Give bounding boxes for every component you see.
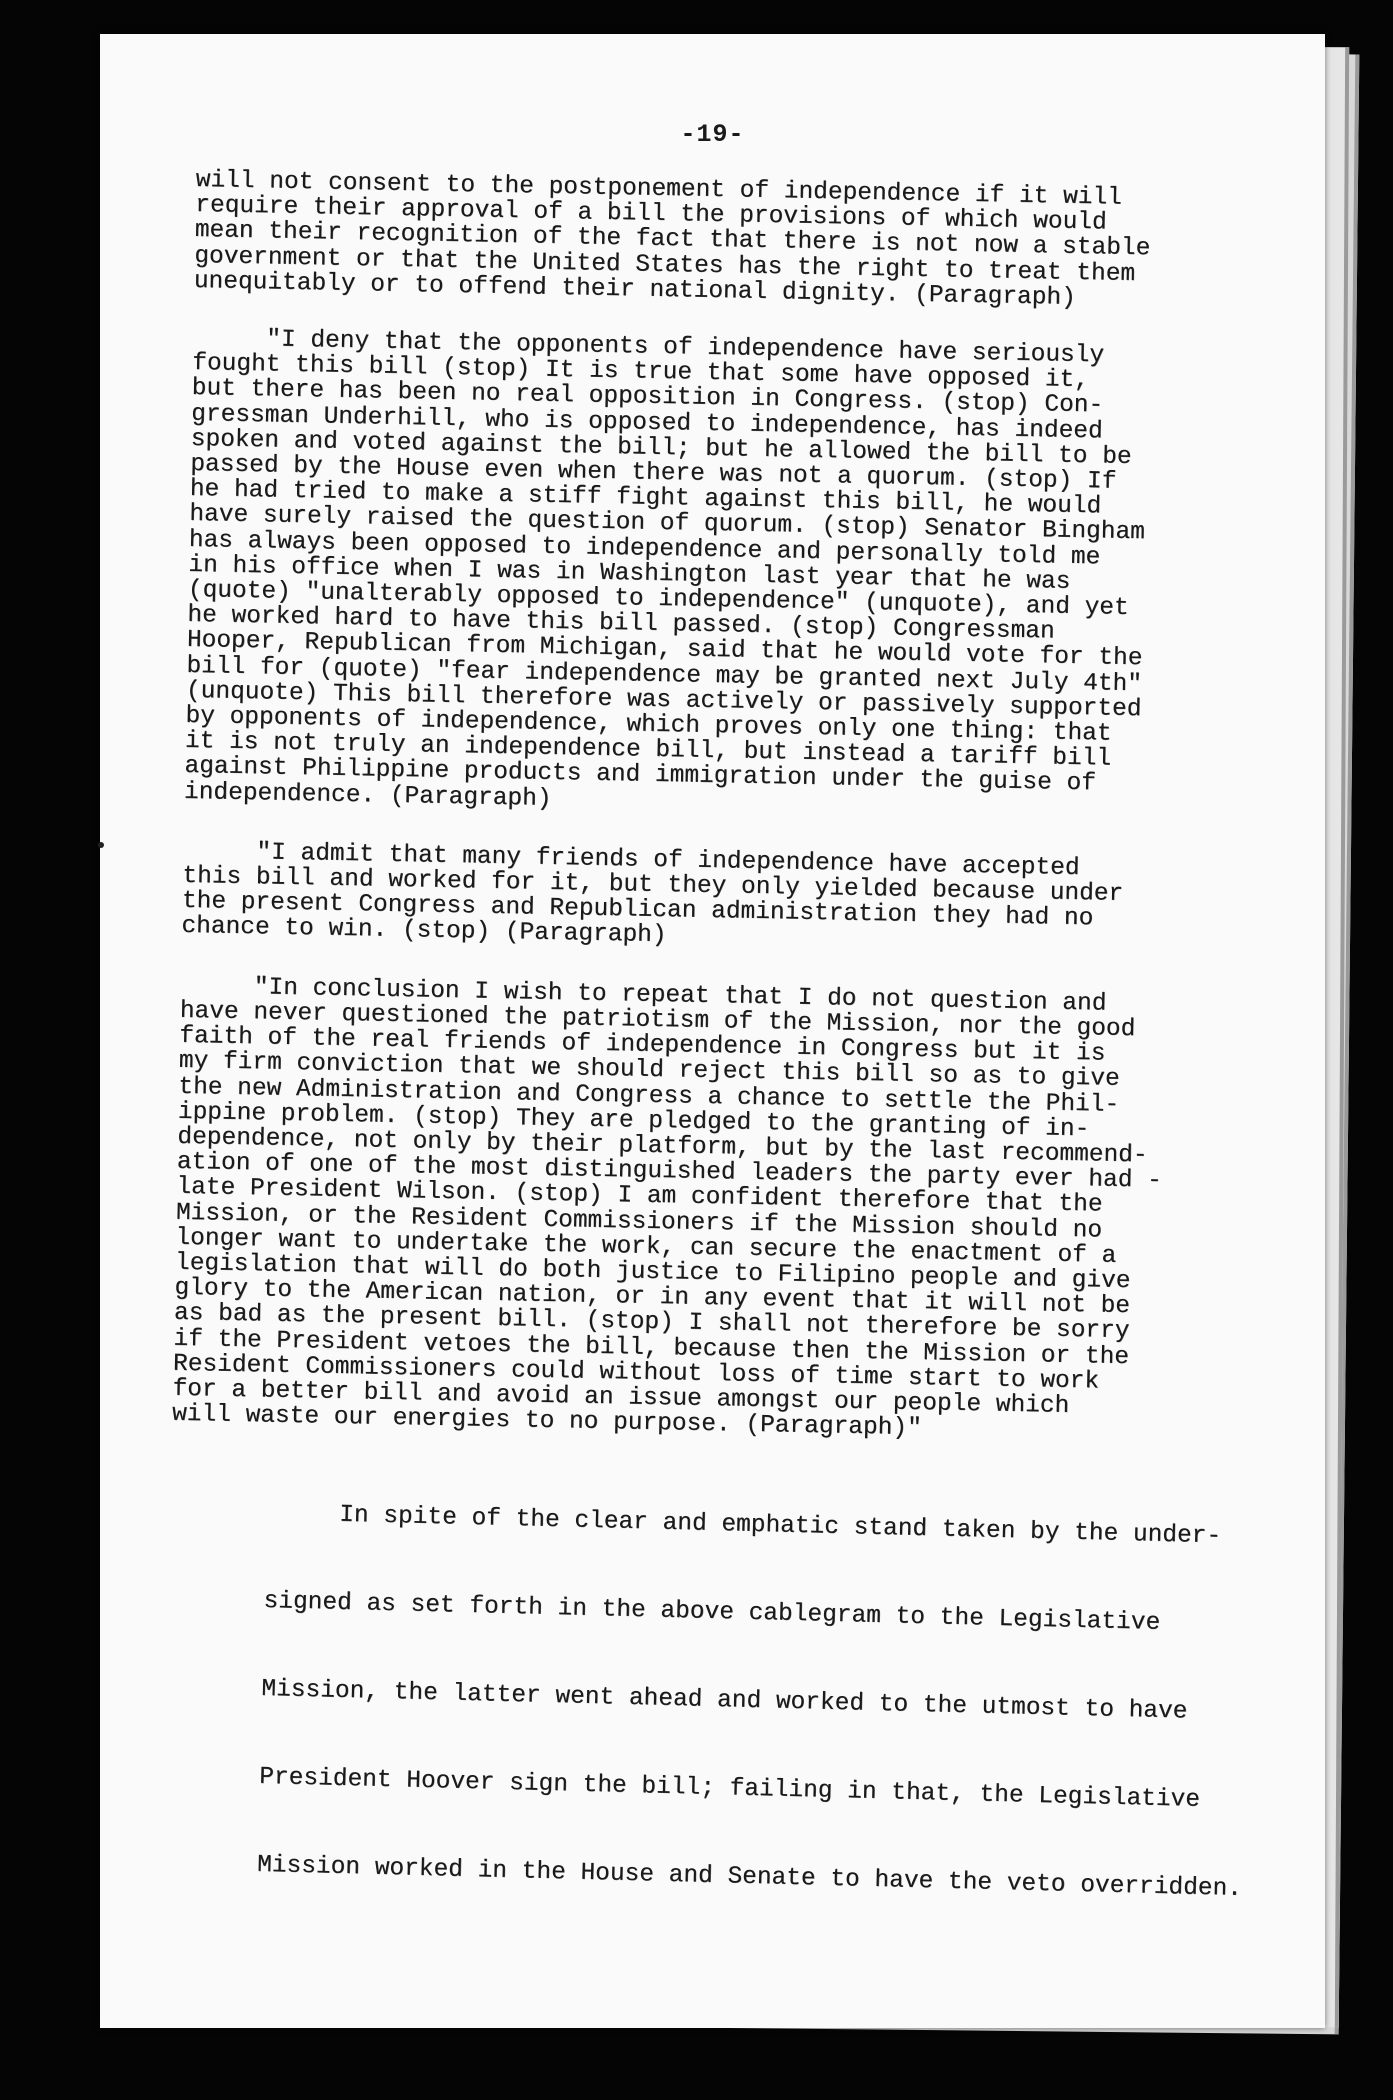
document-page — [100, 34, 1325, 2028]
cable-text-body — [171, 168, 1206, 1480]
paragraph-opposition: "I deny that the opponents of independence have seriously fought this bill (stop) It is true that some have opposed it, but there has been no real opposition in Congress. (stop) Con- gressman Underhill, who is opposed to independence, has indeed spoken and voted against the bill; but he allowed the bill to be passed by the House even when there was not a quorum. (stop) If he had tried to make a stiff fight against this bill, he would have surely raised the question of quorum. (stop) Senator Bingham has always been opposed to independence and personally told me in his office when I was in Washington last year that he was (quote) "unalterably opposed to independence" (unquote), and yet he worked hard to have this bill passed. (stop) Congressman Hooper, Republican from Michigan, said that he would vote for the bill for (quote) "fear independence may be granted next July 4th" (unquote) This bill therefore was actively or passively supported by opponents of independence, which proves only one thing: that it is not truly an independence bill, but instead a tariff bill against Philippine products and immigration under the guise of independence. (Paragraph) — [183, 324, 1146, 813]
closing-paragraph — [255, 1502, 1265, 1966]
paragraph-continuation: will not consent to the postponement of independence if it will require their approval of a bill the provisions of which would mean their recognition of the fact that there is not now a stable government or that the United States has the right to treat them unequitably or to offend their national dignity. (Paragraph) — [193, 167, 1151, 312]
page-number: -19- — [680, 120, 745, 149]
closing-line: President Hoover sign the bill; failing in that, the Legislative — [258, 1763, 1201, 1814]
paragraph-friends: "I admit that many friends of independence have accepted this bill and worked for it, but they only yielded because under the present Congress and Republican administration they had no chance to win. (stop) (Paragraph) — [181, 837, 1124, 950]
closing-line: Mission worked in the House and Senate to have the veto overridden. — [256, 1851, 1243, 1903]
closing-line: In spite of the clear and emphatic stand taken by the under- — [265, 1500, 1222, 1551]
paragraph-conclusion: "In conclusion I wish to repeat that I do not question and have never questioned the patriotism of the Mission, nor the good faith of the real friends of independence in Congress but it is my firm conviction that we should reject this bill so as to give the new Administration and Congress a chance to settle the Phil- ippine problem. (stop) They are pledged to the granting of in- dependence, not only by their platform, but by the last recommend- ation of one of the most distinguished leaders the party ever had - late President Wilson. (stop) I am confident therefore that the Mission, or the Resident Commissioners if the Mission should no longer want to undertake the work, can secure the enactment of a legislation that will do both justice to Filipino people and give glory to the American nation, or in any event that it will not be as bad as the present bill. (stop) I shall not therefore be sorry if the President vetoes the bill, because then the Mission or the Resident Commissioners could without loss of time start to work for a better bill and avoid an issue amongst our people which will waste our energies to no purpose. (Paragraph)" — [171, 972, 1163, 1443]
closing-line: Mission, the latter went ahead and worked to the utmost to have — [261, 1675, 1188, 1726]
margin-mark — [98, 842, 104, 848]
closing-line: signed as set forth in the above cablegram to the Legislative — [263, 1587, 1161, 1637]
